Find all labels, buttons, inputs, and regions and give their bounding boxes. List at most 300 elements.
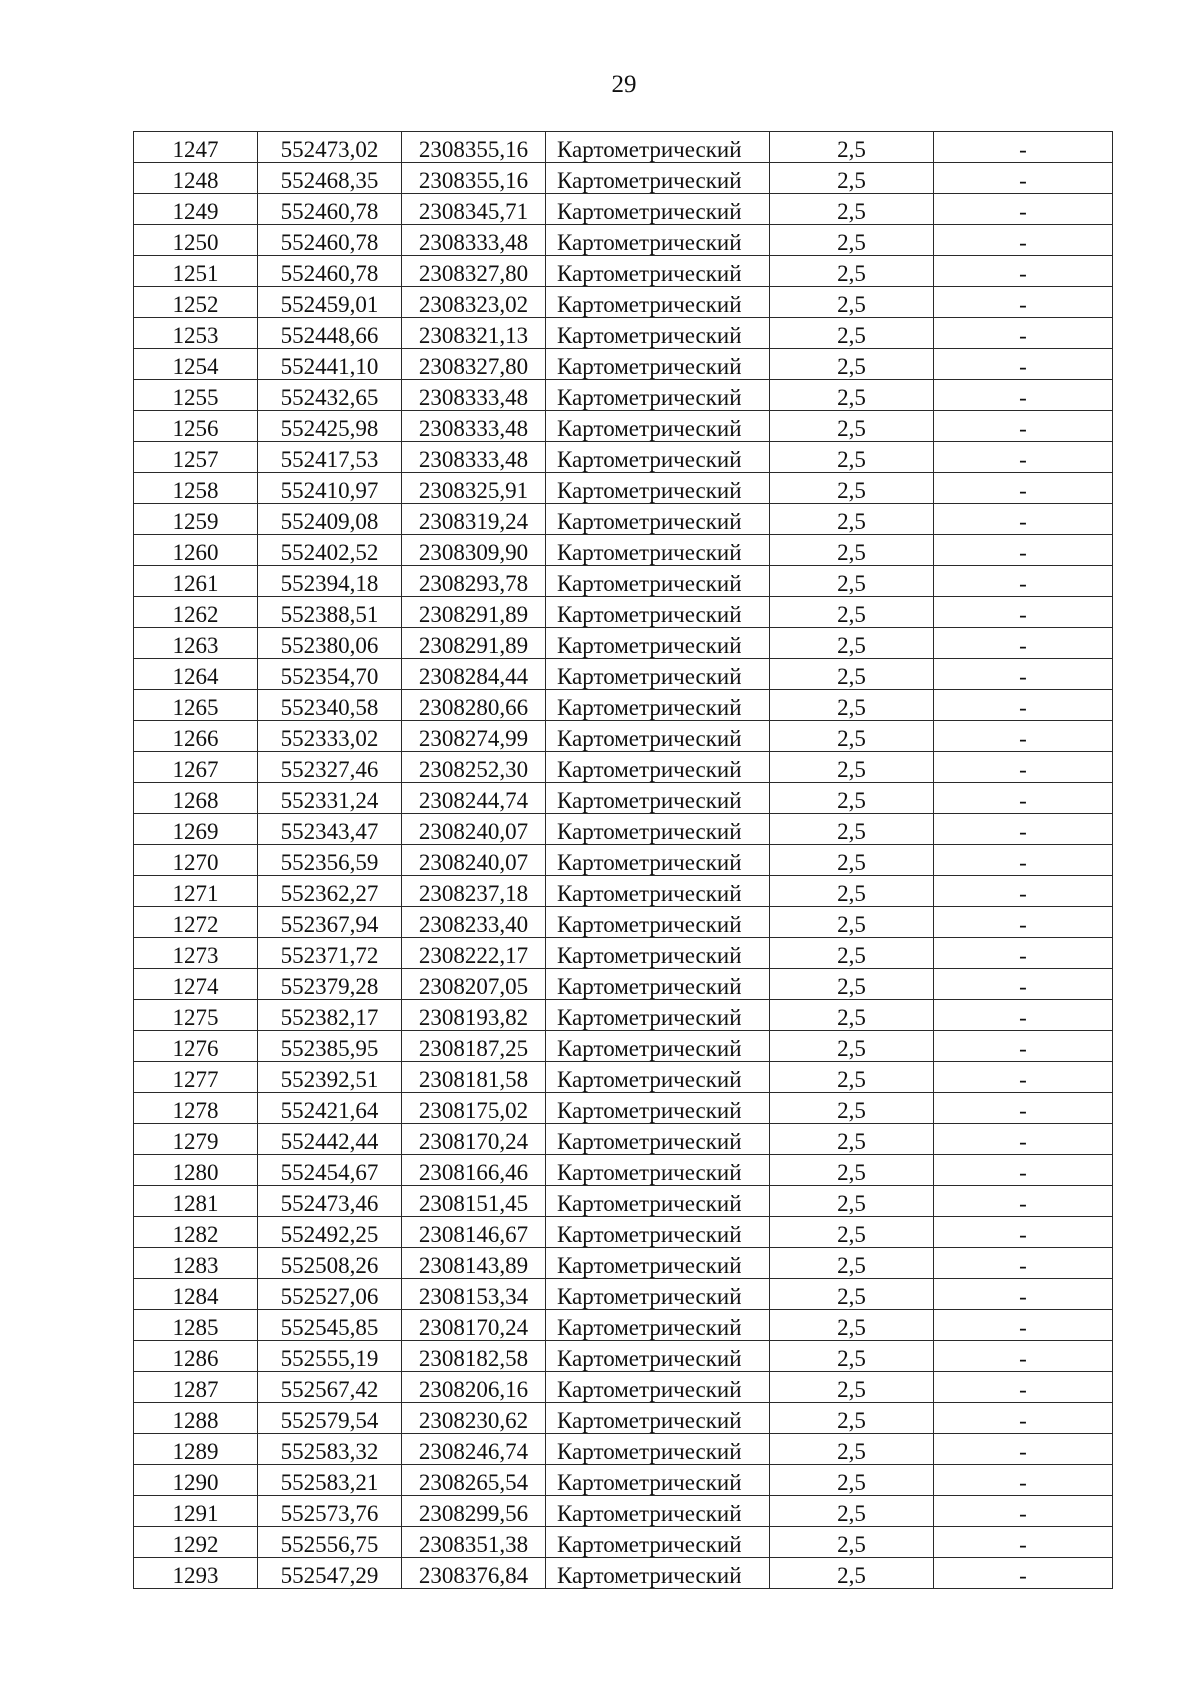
method-cell: Картометрический bbox=[546, 1434, 770, 1465]
x-coordinate-cell: 552492,25 bbox=[258, 1217, 402, 1248]
accuracy-cell: 2,5 bbox=[770, 876, 934, 907]
table-row bbox=[134, 1434, 1113, 1465]
point-number-cell: 1274 bbox=[134, 969, 258, 1000]
y-coordinate-cell: 2308319,24 bbox=[402, 504, 546, 535]
x-coordinate-cell: 552340,58 bbox=[258, 690, 402, 721]
method-cell: Картометрический bbox=[546, 1124, 770, 1155]
point-number-cell: 1275 bbox=[134, 1000, 258, 1031]
accuracy-cell: 2,5 bbox=[770, 1000, 934, 1031]
x-coordinate-cell: 552454,67 bbox=[258, 1155, 402, 1186]
method-cell: Картометрический bbox=[546, 473, 770, 504]
page-number: 29 bbox=[611, 71, 637, 98]
point-number-cell: 1255 bbox=[134, 380, 258, 411]
y-coordinate-cell: 2308376,84 bbox=[402, 1558, 546, 1589]
note-cell: - bbox=[934, 1310, 1113, 1341]
table-row bbox=[134, 287, 1113, 318]
note-cell: - bbox=[934, 504, 1113, 535]
x-coordinate-cell: 552379,28 bbox=[258, 969, 402, 1000]
accuracy-cell: 2,5 bbox=[770, 1093, 934, 1124]
point-number-cell: 1266 bbox=[134, 721, 258, 752]
x-coordinate-cell: 552382,17 bbox=[258, 1000, 402, 1031]
table-row bbox=[134, 1000, 1113, 1031]
method-cell: Картометрический bbox=[546, 597, 770, 628]
x-coordinate-cell: 552441,10 bbox=[258, 349, 402, 380]
method-cell: Картометрический bbox=[546, 256, 770, 287]
y-coordinate-cell: 2308252,30 bbox=[402, 752, 546, 783]
note-cell: - bbox=[934, 1062, 1113, 1093]
note-cell: - bbox=[934, 473, 1113, 504]
point-number-cell: 1260 bbox=[134, 535, 258, 566]
point-number-cell: 1272 bbox=[134, 907, 258, 938]
accuracy-cell: 2,5 bbox=[770, 225, 934, 256]
note-cell: - bbox=[934, 814, 1113, 845]
y-coordinate-cell: 2308321,13 bbox=[402, 318, 546, 349]
point-number-cell: 1253 bbox=[134, 318, 258, 349]
table-row bbox=[134, 969, 1113, 1000]
method-cell: Картометрический bbox=[546, 1403, 770, 1434]
table-row bbox=[134, 1310, 1113, 1341]
note-cell: - bbox=[934, 1155, 1113, 1186]
point-number-cell: 1280 bbox=[134, 1155, 258, 1186]
x-coordinate-cell: 552473,02 bbox=[258, 132, 402, 163]
accuracy-cell: 2,5 bbox=[770, 1434, 934, 1465]
accuracy-cell: 2,5 bbox=[770, 969, 934, 1000]
accuracy-cell: 2,5 bbox=[770, 349, 934, 380]
table-row bbox=[134, 535, 1113, 566]
accuracy-cell: 2,5 bbox=[770, 535, 934, 566]
y-coordinate-cell: 2308333,48 bbox=[402, 442, 546, 473]
point-number-cell: 1279 bbox=[134, 1124, 258, 1155]
accuracy-cell: 2,5 bbox=[770, 318, 934, 349]
note-cell: - bbox=[934, 566, 1113, 597]
table-row bbox=[134, 938, 1113, 969]
point-number-cell: 1290 bbox=[134, 1465, 258, 1496]
note-cell: - bbox=[934, 1496, 1113, 1527]
table-row bbox=[134, 1062, 1113, 1093]
x-coordinate-cell: 552331,24 bbox=[258, 783, 402, 814]
method-cell: Картометрический bbox=[546, 1527, 770, 1558]
point-number-cell: 1264 bbox=[134, 659, 258, 690]
x-coordinate-cell: 552555,19 bbox=[258, 1341, 402, 1372]
note-cell: - bbox=[934, 411, 1113, 442]
y-coordinate-cell: 2308325,91 bbox=[402, 473, 546, 504]
y-coordinate-cell: 2308181,58 bbox=[402, 1062, 546, 1093]
x-coordinate-cell: 552356,59 bbox=[258, 845, 402, 876]
point-number-cell: 1251 bbox=[134, 256, 258, 287]
x-coordinate-cell: 552468,35 bbox=[258, 163, 402, 194]
accuracy-cell: 2,5 bbox=[770, 1062, 934, 1093]
table-row bbox=[134, 1558, 1113, 1589]
method-cell: Картометрический bbox=[546, 938, 770, 969]
y-coordinate-cell: 2308333,48 bbox=[402, 411, 546, 442]
point-number-cell: 1248 bbox=[134, 163, 258, 194]
point-number-cell: 1270 bbox=[134, 845, 258, 876]
note-cell: - bbox=[934, 938, 1113, 969]
y-coordinate-cell: 2308265,54 bbox=[402, 1465, 546, 1496]
accuracy-cell: 2,5 bbox=[770, 597, 934, 628]
point-number-cell: 1282 bbox=[134, 1217, 258, 1248]
point-number-cell: 1283 bbox=[134, 1248, 258, 1279]
table-row bbox=[134, 690, 1113, 721]
y-coordinate-cell: 2308207,05 bbox=[402, 969, 546, 1000]
method-cell: Картометрический bbox=[546, 1279, 770, 1310]
method-cell: Картометрический bbox=[546, 163, 770, 194]
x-coordinate-cell: 552392,51 bbox=[258, 1062, 402, 1093]
y-coordinate-cell: 2308284,44 bbox=[402, 659, 546, 690]
table-row bbox=[134, 504, 1113, 535]
y-coordinate-cell: 2308309,90 bbox=[402, 535, 546, 566]
method-cell: Картометрический bbox=[546, 535, 770, 566]
note-cell: - bbox=[934, 287, 1113, 318]
table-row bbox=[134, 1031, 1113, 1062]
note-cell: - bbox=[934, 1341, 1113, 1372]
table-row bbox=[134, 473, 1113, 504]
point-number-cell: 1252 bbox=[134, 287, 258, 318]
y-coordinate-cell: 2308274,99 bbox=[402, 721, 546, 752]
method-cell: Картометрический bbox=[546, 1062, 770, 1093]
point-number-cell: 1278 bbox=[134, 1093, 258, 1124]
method-cell: Картометрический bbox=[546, 1496, 770, 1527]
note-cell: - bbox=[934, 752, 1113, 783]
method-cell: Картометрический bbox=[546, 566, 770, 597]
y-coordinate-cell: 2308351,38 bbox=[402, 1527, 546, 1558]
y-coordinate-cell: 2308151,45 bbox=[402, 1186, 546, 1217]
y-coordinate-cell: 2308166,46 bbox=[402, 1155, 546, 1186]
y-coordinate-cell: 2308230,62 bbox=[402, 1403, 546, 1434]
y-coordinate-cell: 2308206,16 bbox=[402, 1372, 546, 1403]
y-coordinate-cell: 2308240,07 bbox=[402, 814, 546, 845]
accuracy-cell: 2,5 bbox=[770, 752, 934, 783]
accuracy-cell: 2,5 bbox=[770, 1558, 934, 1589]
method-cell: Картометрический bbox=[546, 132, 770, 163]
method-cell: Картометрический bbox=[546, 1558, 770, 1589]
method-cell: Картометрический bbox=[546, 1000, 770, 1031]
accuracy-cell: 2,5 bbox=[770, 473, 934, 504]
table-row bbox=[134, 1496, 1113, 1527]
point-number-cell: 1254 bbox=[134, 349, 258, 380]
method-cell: Картометрический bbox=[546, 504, 770, 535]
point-number-cell: 1291 bbox=[134, 1496, 258, 1527]
note-cell: - bbox=[934, 876, 1113, 907]
accuracy-cell: 2,5 bbox=[770, 411, 934, 442]
coordinates-table-body bbox=[134, 132, 1113, 1589]
method-cell: Картометрический bbox=[546, 783, 770, 814]
point-number-cell: 1292 bbox=[134, 1527, 258, 1558]
point-number-cell: 1265 bbox=[134, 690, 258, 721]
note-cell: - bbox=[934, 1031, 1113, 1062]
method-cell: Картометрический bbox=[546, 1186, 770, 1217]
accuracy-cell: 2,5 bbox=[770, 1186, 934, 1217]
x-coordinate-cell: 552385,95 bbox=[258, 1031, 402, 1062]
x-coordinate-cell: 552410,97 bbox=[258, 473, 402, 504]
y-coordinate-cell: 2308280,66 bbox=[402, 690, 546, 721]
y-coordinate-cell: 2308182,58 bbox=[402, 1341, 546, 1372]
accuracy-cell: 2,5 bbox=[770, 1124, 934, 1155]
y-coordinate-cell: 2308143,89 bbox=[402, 1248, 546, 1279]
x-coordinate-cell: 552473,46 bbox=[258, 1186, 402, 1217]
x-coordinate-cell: 552409,08 bbox=[258, 504, 402, 535]
point-number-cell: 1276 bbox=[134, 1031, 258, 1062]
table-row bbox=[134, 132, 1113, 163]
note-cell: - bbox=[934, 1093, 1113, 1124]
table-row bbox=[134, 256, 1113, 287]
y-coordinate-cell: 2308240,07 bbox=[402, 845, 546, 876]
method-cell: Картометрический bbox=[546, 628, 770, 659]
method-cell: Картометрический bbox=[546, 814, 770, 845]
accuracy-cell: 2,5 bbox=[770, 1248, 934, 1279]
x-coordinate-cell: 552362,27 bbox=[258, 876, 402, 907]
x-coordinate-cell: 552527,06 bbox=[258, 1279, 402, 1310]
table-row bbox=[134, 1186, 1113, 1217]
note-cell: - bbox=[934, 845, 1113, 876]
y-coordinate-cell: 2308291,89 bbox=[402, 597, 546, 628]
accuracy-cell: 2,5 bbox=[770, 1155, 934, 1186]
point-number-cell: 1247 bbox=[134, 132, 258, 163]
note-cell: - bbox=[934, 1279, 1113, 1310]
y-coordinate-cell: 2308355,16 bbox=[402, 163, 546, 194]
note-cell: - bbox=[934, 659, 1113, 690]
point-number-cell: 1271 bbox=[134, 876, 258, 907]
table-row bbox=[134, 163, 1113, 194]
accuracy-cell: 2,5 bbox=[770, 1031, 934, 1062]
note-cell: - bbox=[934, 783, 1113, 814]
table-row bbox=[134, 1372, 1113, 1403]
table-row bbox=[134, 1341, 1113, 1372]
point-number-cell: 1257 bbox=[134, 442, 258, 473]
method-cell: Картометрический bbox=[546, 1217, 770, 1248]
accuracy-cell: 2,5 bbox=[770, 287, 934, 318]
accuracy-cell: 2,5 bbox=[770, 194, 934, 225]
y-coordinate-cell: 2308323,02 bbox=[402, 287, 546, 318]
accuracy-cell: 2,5 bbox=[770, 1341, 934, 1372]
point-number-cell: 1269 bbox=[134, 814, 258, 845]
x-coordinate-cell: 552371,72 bbox=[258, 938, 402, 969]
method-cell: Картометрический bbox=[546, 1248, 770, 1279]
y-coordinate-cell: 2308333,48 bbox=[402, 380, 546, 411]
y-coordinate-cell: 2308187,25 bbox=[402, 1031, 546, 1062]
method-cell: Картометрический bbox=[546, 1341, 770, 1372]
point-number-cell: 1256 bbox=[134, 411, 258, 442]
note-cell: - bbox=[934, 349, 1113, 380]
method-cell: Картометрический bbox=[546, 349, 770, 380]
y-coordinate-cell: 2308355,16 bbox=[402, 132, 546, 163]
table-row bbox=[134, 1248, 1113, 1279]
x-coordinate-cell: 552354,70 bbox=[258, 659, 402, 690]
y-coordinate-cell: 2308193,82 bbox=[402, 1000, 546, 1031]
x-coordinate-cell: 552556,75 bbox=[258, 1527, 402, 1558]
note-cell: - bbox=[934, 380, 1113, 411]
table-row bbox=[134, 1527, 1113, 1558]
note-cell: - bbox=[934, 1434, 1113, 1465]
note-cell: - bbox=[934, 535, 1113, 566]
table-row bbox=[134, 814, 1113, 845]
table-row bbox=[134, 1093, 1113, 1124]
x-coordinate-cell: 552425,98 bbox=[258, 411, 402, 442]
x-coordinate-cell: 552432,65 bbox=[258, 380, 402, 411]
note-cell: - bbox=[934, 969, 1113, 1000]
table-row bbox=[134, 845, 1113, 876]
accuracy-cell: 2,5 bbox=[770, 628, 934, 659]
y-coordinate-cell: 2308327,80 bbox=[402, 349, 546, 380]
y-coordinate-cell: 2308222,17 bbox=[402, 938, 546, 969]
x-coordinate-cell: 552394,18 bbox=[258, 566, 402, 597]
note-cell: - bbox=[934, 225, 1113, 256]
accuracy-cell: 2,5 bbox=[770, 1527, 934, 1558]
note-cell: - bbox=[934, 1403, 1113, 1434]
y-coordinate-cell: 2308244,74 bbox=[402, 783, 546, 814]
point-number-cell: 1250 bbox=[134, 225, 258, 256]
x-coordinate-cell: 552583,32 bbox=[258, 1434, 402, 1465]
x-coordinate-cell: 552459,01 bbox=[258, 287, 402, 318]
method-cell: Картометрический bbox=[546, 411, 770, 442]
y-coordinate-cell: 2308345,71 bbox=[402, 194, 546, 225]
table-row bbox=[134, 752, 1113, 783]
y-coordinate-cell: 2308233,40 bbox=[402, 907, 546, 938]
table-row bbox=[134, 1403, 1113, 1434]
method-cell: Картометрический bbox=[546, 845, 770, 876]
method-cell: Картометрический bbox=[546, 659, 770, 690]
accuracy-cell: 2,5 bbox=[770, 1372, 934, 1403]
y-coordinate-cell: 2308299,56 bbox=[402, 1496, 546, 1527]
table-row bbox=[134, 1155, 1113, 1186]
note-cell: - bbox=[934, 1527, 1113, 1558]
note-cell: - bbox=[934, 597, 1113, 628]
note-cell: - bbox=[934, 628, 1113, 659]
point-number-cell: 1268 bbox=[134, 783, 258, 814]
x-coordinate-cell: 552367,94 bbox=[258, 907, 402, 938]
note-cell: - bbox=[934, 690, 1113, 721]
x-coordinate-cell: 552583,21 bbox=[258, 1465, 402, 1496]
note-cell: - bbox=[934, 1558, 1113, 1589]
accuracy-cell: 2,5 bbox=[770, 1465, 934, 1496]
point-number-cell: 1263 bbox=[134, 628, 258, 659]
accuracy-cell: 2,5 bbox=[770, 132, 934, 163]
method-cell: Картометрический bbox=[546, 752, 770, 783]
point-number-cell: 1287 bbox=[134, 1372, 258, 1403]
table-row bbox=[134, 566, 1113, 597]
accuracy-cell: 2,5 bbox=[770, 845, 934, 876]
table-row bbox=[134, 194, 1113, 225]
x-coordinate-cell: 552460,78 bbox=[258, 194, 402, 225]
table-row bbox=[134, 597, 1113, 628]
method-cell: Картометрический bbox=[546, 1093, 770, 1124]
point-number-cell: 1286 bbox=[134, 1341, 258, 1372]
x-coordinate-cell: 552333,02 bbox=[258, 721, 402, 752]
point-number-cell: 1262 bbox=[134, 597, 258, 628]
accuracy-cell: 2,5 bbox=[770, 1310, 934, 1341]
method-cell: Картометрический bbox=[546, 225, 770, 256]
y-coordinate-cell: 2308333,48 bbox=[402, 225, 546, 256]
method-cell: Картометрический bbox=[546, 194, 770, 225]
x-coordinate-cell: 552448,66 bbox=[258, 318, 402, 349]
note-cell: - bbox=[934, 1186, 1113, 1217]
y-coordinate-cell: 2308291,89 bbox=[402, 628, 546, 659]
y-coordinate-cell: 2308327,80 bbox=[402, 256, 546, 287]
y-coordinate-cell: 2308175,02 bbox=[402, 1093, 546, 1124]
table-row bbox=[134, 1124, 1113, 1155]
method-cell: Картометрический bbox=[546, 690, 770, 721]
accuracy-cell: 2,5 bbox=[770, 690, 934, 721]
note-cell: - bbox=[934, 1248, 1113, 1279]
x-coordinate-cell: 552545,85 bbox=[258, 1310, 402, 1341]
note-cell: - bbox=[934, 132, 1113, 163]
accuracy-cell: 2,5 bbox=[770, 163, 934, 194]
note-cell: - bbox=[934, 1000, 1113, 1031]
note-cell: - bbox=[934, 318, 1113, 349]
table-row bbox=[134, 628, 1113, 659]
note-cell: - bbox=[934, 194, 1113, 225]
table-row bbox=[134, 1465, 1113, 1496]
table-row bbox=[134, 442, 1113, 473]
point-number-cell: 1261 bbox=[134, 566, 258, 597]
table-row bbox=[134, 225, 1113, 256]
method-cell: Картометрический bbox=[546, 1155, 770, 1186]
point-number-cell: 1293 bbox=[134, 1558, 258, 1589]
accuracy-cell: 2,5 bbox=[770, 783, 934, 814]
note-cell: - bbox=[934, 1124, 1113, 1155]
point-number-cell: 1267 bbox=[134, 752, 258, 783]
table-row bbox=[134, 349, 1113, 380]
x-coordinate-cell: 552508,26 bbox=[258, 1248, 402, 1279]
note-cell: - bbox=[934, 907, 1113, 938]
x-coordinate-cell: 552421,64 bbox=[258, 1093, 402, 1124]
note-cell: - bbox=[934, 1465, 1113, 1496]
accuracy-cell: 2,5 bbox=[770, 256, 934, 287]
method-cell: Картометрический bbox=[546, 287, 770, 318]
note-cell: - bbox=[934, 1372, 1113, 1403]
x-coordinate-cell: 552327,46 bbox=[258, 752, 402, 783]
accuracy-cell: 2,5 bbox=[770, 1496, 934, 1527]
y-coordinate-cell: 2308153,34 bbox=[402, 1279, 546, 1310]
point-number-cell: 1259 bbox=[134, 504, 258, 535]
method-cell: Картометрический bbox=[546, 442, 770, 473]
point-number-cell: 1285 bbox=[134, 1310, 258, 1341]
x-coordinate-cell: 552460,78 bbox=[258, 256, 402, 287]
x-coordinate-cell: 552573,76 bbox=[258, 1496, 402, 1527]
method-cell: Картометрический bbox=[546, 1465, 770, 1496]
x-coordinate-cell: 552343,47 bbox=[258, 814, 402, 845]
note-cell: - bbox=[934, 1217, 1113, 1248]
method-cell: Картометрический bbox=[546, 969, 770, 1000]
method-cell: Картометрический bbox=[546, 721, 770, 752]
accuracy-cell: 2,5 bbox=[770, 721, 934, 752]
note-cell: - bbox=[934, 442, 1113, 473]
y-coordinate-cell: 2308237,18 bbox=[402, 876, 546, 907]
accuracy-cell: 2,5 bbox=[770, 566, 934, 597]
point-number-cell: 1289 bbox=[134, 1434, 258, 1465]
table-row bbox=[134, 876, 1113, 907]
point-number-cell: 1288 bbox=[134, 1403, 258, 1434]
x-coordinate-cell: 552380,06 bbox=[258, 628, 402, 659]
x-coordinate-cell: 552567,42 bbox=[258, 1372, 402, 1403]
accuracy-cell: 2,5 bbox=[770, 938, 934, 969]
x-coordinate-cell: 552460,78 bbox=[258, 225, 402, 256]
x-coordinate-cell: 552547,29 bbox=[258, 1558, 402, 1589]
coordinates-table bbox=[133, 131, 1113, 1589]
x-coordinate-cell: 552402,52 bbox=[258, 535, 402, 566]
accuracy-cell: 2,5 bbox=[770, 814, 934, 845]
table-row bbox=[134, 318, 1113, 349]
table-row bbox=[134, 380, 1113, 411]
note-cell: - bbox=[934, 256, 1113, 287]
point-number-cell: 1273 bbox=[134, 938, 258, 969]
x-coordinate-cell: 552417,53 bbox=[258, 442, 402, 473]
method-cell: Картометрический bbox=[546, 318, 770, 349]
x-coordinate-cell: 552442,44 bbox=[258, 1124, 402, 1155]
table-row bbox=[134, 1279, 1113, 1310]
accuracy-cell: 2,5 bbox=[770, 442, 934, 473]
table-row bbox=[134, 1217, 1113, 1248]
